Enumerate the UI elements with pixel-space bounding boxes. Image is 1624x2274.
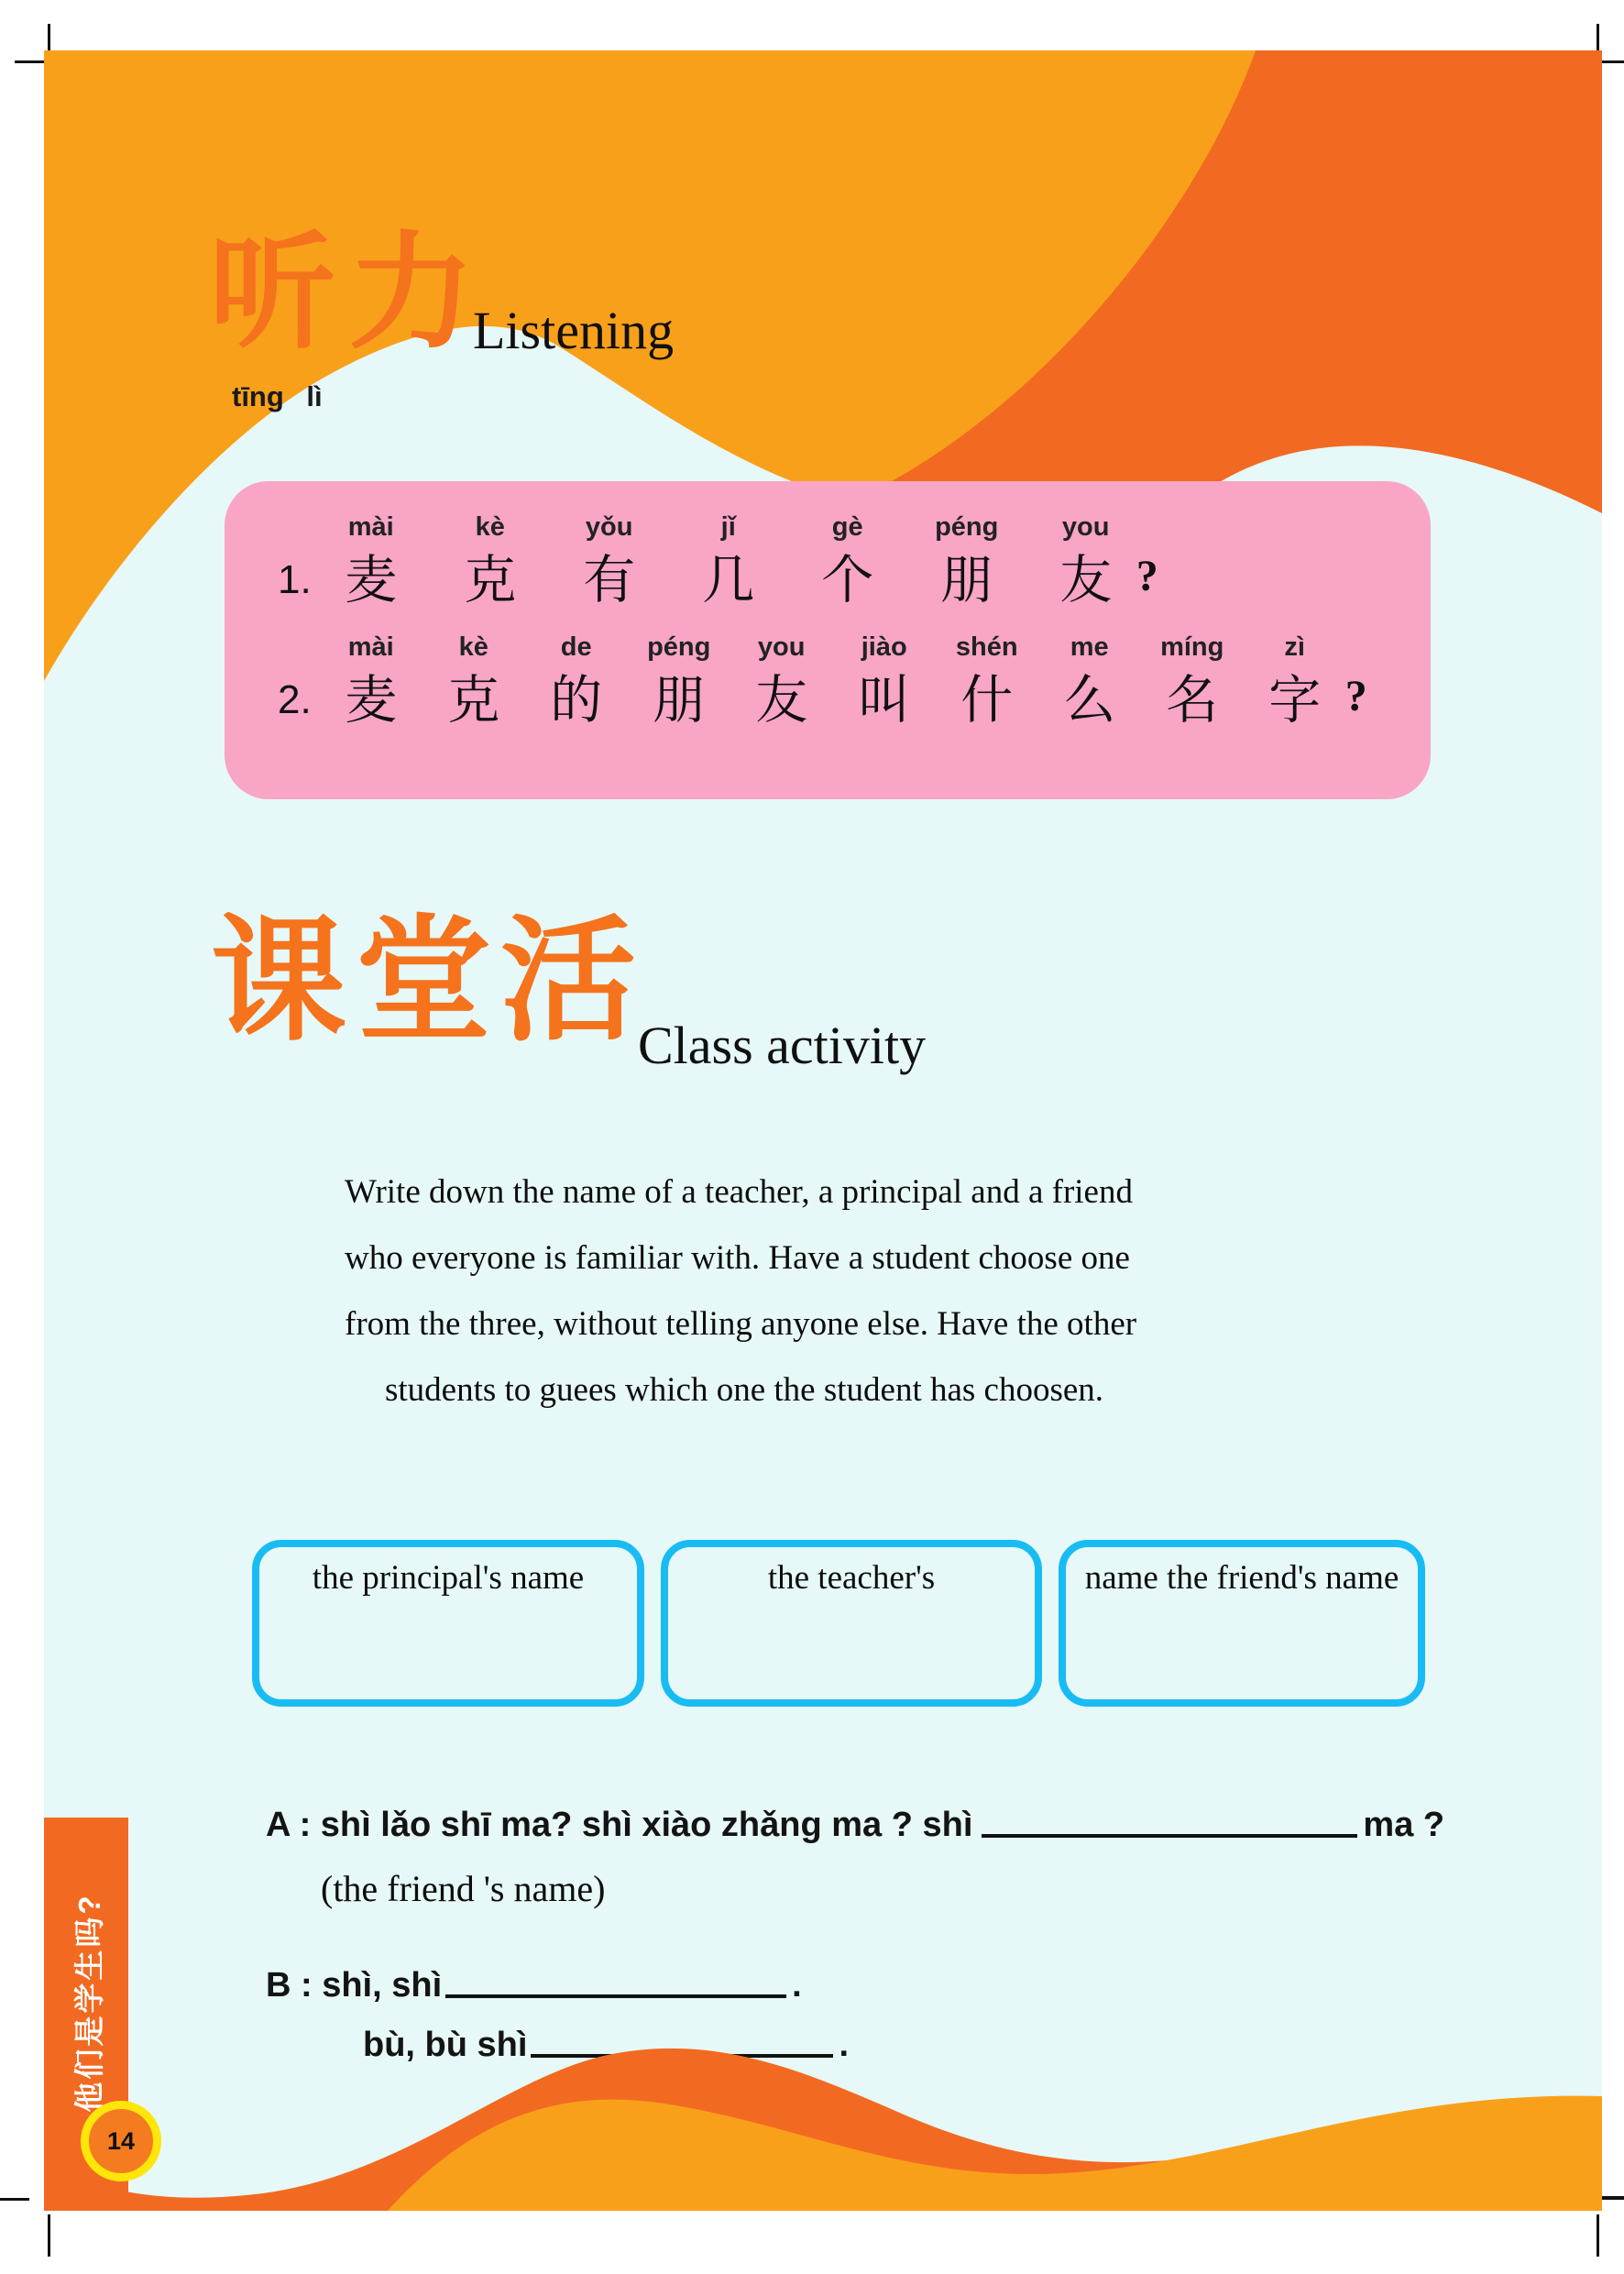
- page-content: [44, 50, 1602, 2211]
- pinyin: kè: [475, 512, 505, 542]
- word-column: [550, 632, 603, 729]
- teacher-name-box: [661, 1540, 1042, 1707]
- crop-mark: [1597, 2214, 1599, 2257]
- name-box-label: the teacher's: [767, 1559, 936, 1597]
- crop-mark: [0, 2198, 29, 2201]
- hanzi: 叫: [858, 669, 911, 731]
- word-column: [702, 512, 755, 609]
- pinyin: yǒu: [585, 512, 633, 542]
- question-words: [345, 512, 1113, 609]
- dialog-a-text: A : shì lǎo shī ma? shì xiào zhǎng ma ? shì: [266, 1806, 973, 1844]
- class-activity-title-chinese: 课堂活: [211, 900, 645, 1060]
- hanzi: 麦: [345, 550, 398, 610]
- question-words: [345, 632, 1322, 729]
- word-column: [447, 632, 500, 729]
- pinyin: jiào: [861, 632, 907, 662]
- pinyin: you: [757, 632, 806, 662]
- hanzi: 的: [550, 669, 603, 731]
- hanzi: 朋: [940, 550, 993, 610]
- hanzi: 什: [960, 669, 1014, 731]
- pinyin: you: [1061, 512, 1110, 542]
- pinyin: zì: [1284, 632, 1305, 662]
- hanzi: 朋: [653, 669, 706, 731]
- dialog-line-a: [266, 1806, 1444, 1845]
- hanzi: 友: [755, 669, 808, 731]
- listening-question-1: [225, 481, 1431, 609]
- principal-name-box: [252, 1540, 644, 1707]
- fill-in-blank: [445, 1991, 786, 1998]
- pinyin: kè: [458, 632, 488, 662]
- page-number: 14: [106, 2126, 136, 2155]
- dialog-b-text: B : shì, shì: [266, 1966, 443, 2005]
- dialog-a-tail: ma ?: [1363, 1806, 1445, 1844]
- listening-questions-box: [225, 481, 1431, 799]
- word-column: [464, 512, 517, 609]
- word-column: [955, 632, 1018, 731]
- class-activity-title-english: Class activity: [638, 1016, 927, 1075]
- word-column: [858, 632, 911, 729]
- page-number-badge: [81, 2101, 161, 2181]
- word-column: [935, 512, 999, 610]
- hanzi: 几: [702, 550, 755, 610]
- instruction-line: who everyone is familiar with. Have a student choose one: [345, 1239, 1130, 1277]
- word-column: [755, 632, 808, 729]
- hanzi: 有: [583, 550, 636, 610]
- dialog-b-tail: .: [792, 1966, 802, 2005]
- pinyin: me: [1070, 632, 1109, 662]
- listening-title-chinese: 听力: [209, 217, 488, 367]
- lesson-side-tab-title: 他们是学生吗?: [72, 1893, 106, 2113]
- listening-title-pinyin: tīng lì: [232, 380, 323, 412]
- activity-instructions: [345, 1159, 1252, 1423]
- pinyin: péng: [935, 512, 999, 542]
- hanzi: 麦: [345, 669, 398, 731]
- word-column: [1063, 632, 1116, 729]
- word-column: [1268, 632, 1322, 729]
- question-number: 1.: [278, 556, 312, 602]
- name-box-label: the principal's name: [312, 1559, 585, 1597]
- word-column: [647, 632, 711, 731]
- listening-title-english: Listening: [473, 301, 675, 360]
- question-mark: ?: [1136, 551, 1158, 600]
- instruction-line: from the three, without telling anyone else. Have the other: [345, 1305, 1137, 1343]
- pinyin: shén: [955, 632, 1018, 662]
- pinyin: mài: [347, 512, 394, 542]
- hanzi: 克: [464, 550, 517, 610]
- name-box-label: name the friend's name: [1084, 1559, 1399, 1597]
- hanzi: 名: [1166, 669, 1219, 731]
- dialog-b2-tail: .: [839, 2026, 849, 2064]
- friend-name-box: [1059, 1540, 1425, 1707]
- word-column: [1059, 512, 1113, 609]
- hanzi: 字: [1268, 669, 1322, 731]
- pinyin: gè: [831, 512, 863, 542]
- word-column: [821, 512, 874, 609]
- hanzi: 个: [821, 550, 874, 610]
- pinyin: míng: [1160, 632, 1224, 662]
- word-column: [345, 512, 398, 609]
- question-number: 2.: [278, 676, 312, 722]
- hanzi: 友: [1059, 550, 1113, 610]
- pinyin: jǐ: [720, 512, 736, 542]
- word-column: [583, 512, 636, 609]
- dialog-a-note: (the friend 's name): [321, 1868, 606, 1909]
- pinyin: péng: [647, 632, 711, 662]
- dialog-b2-text: bù, bù shì: [363, 2026, 528, 2064]
- name-boxes-row: [252, 1540, 1425, 1707]
- hanzi: 么: [1063, 669, 1116, 731]
- listening-question-2: [225, 609, 1431, 729]
- crop-mark: [48, 2214, 50, 2257]
- question-mark: ?: [1344, 671, 1367, 720]
- pinyin: mài: [347, 632, 394, 662]
- hanzi: 克: [447, 669, 500, 731]
- instruction-line: Write down the name of a teacher, a principal and a friend: [345, 1173, 1133, 1211]
- footer-wave-decoration: [44, 2000, 1602, 2211]
- pinyin: de: [560, 632, 592, 662]
- fill-in-blank: [982, 1830, 1357, 1838]
- instruction-line: students to guees which one the student has choosen.: [385, 1371, 1104, 1409]
- word-column: [1160, 632, 1224, 731]
- word-column: [345, 632, 398, 729]
